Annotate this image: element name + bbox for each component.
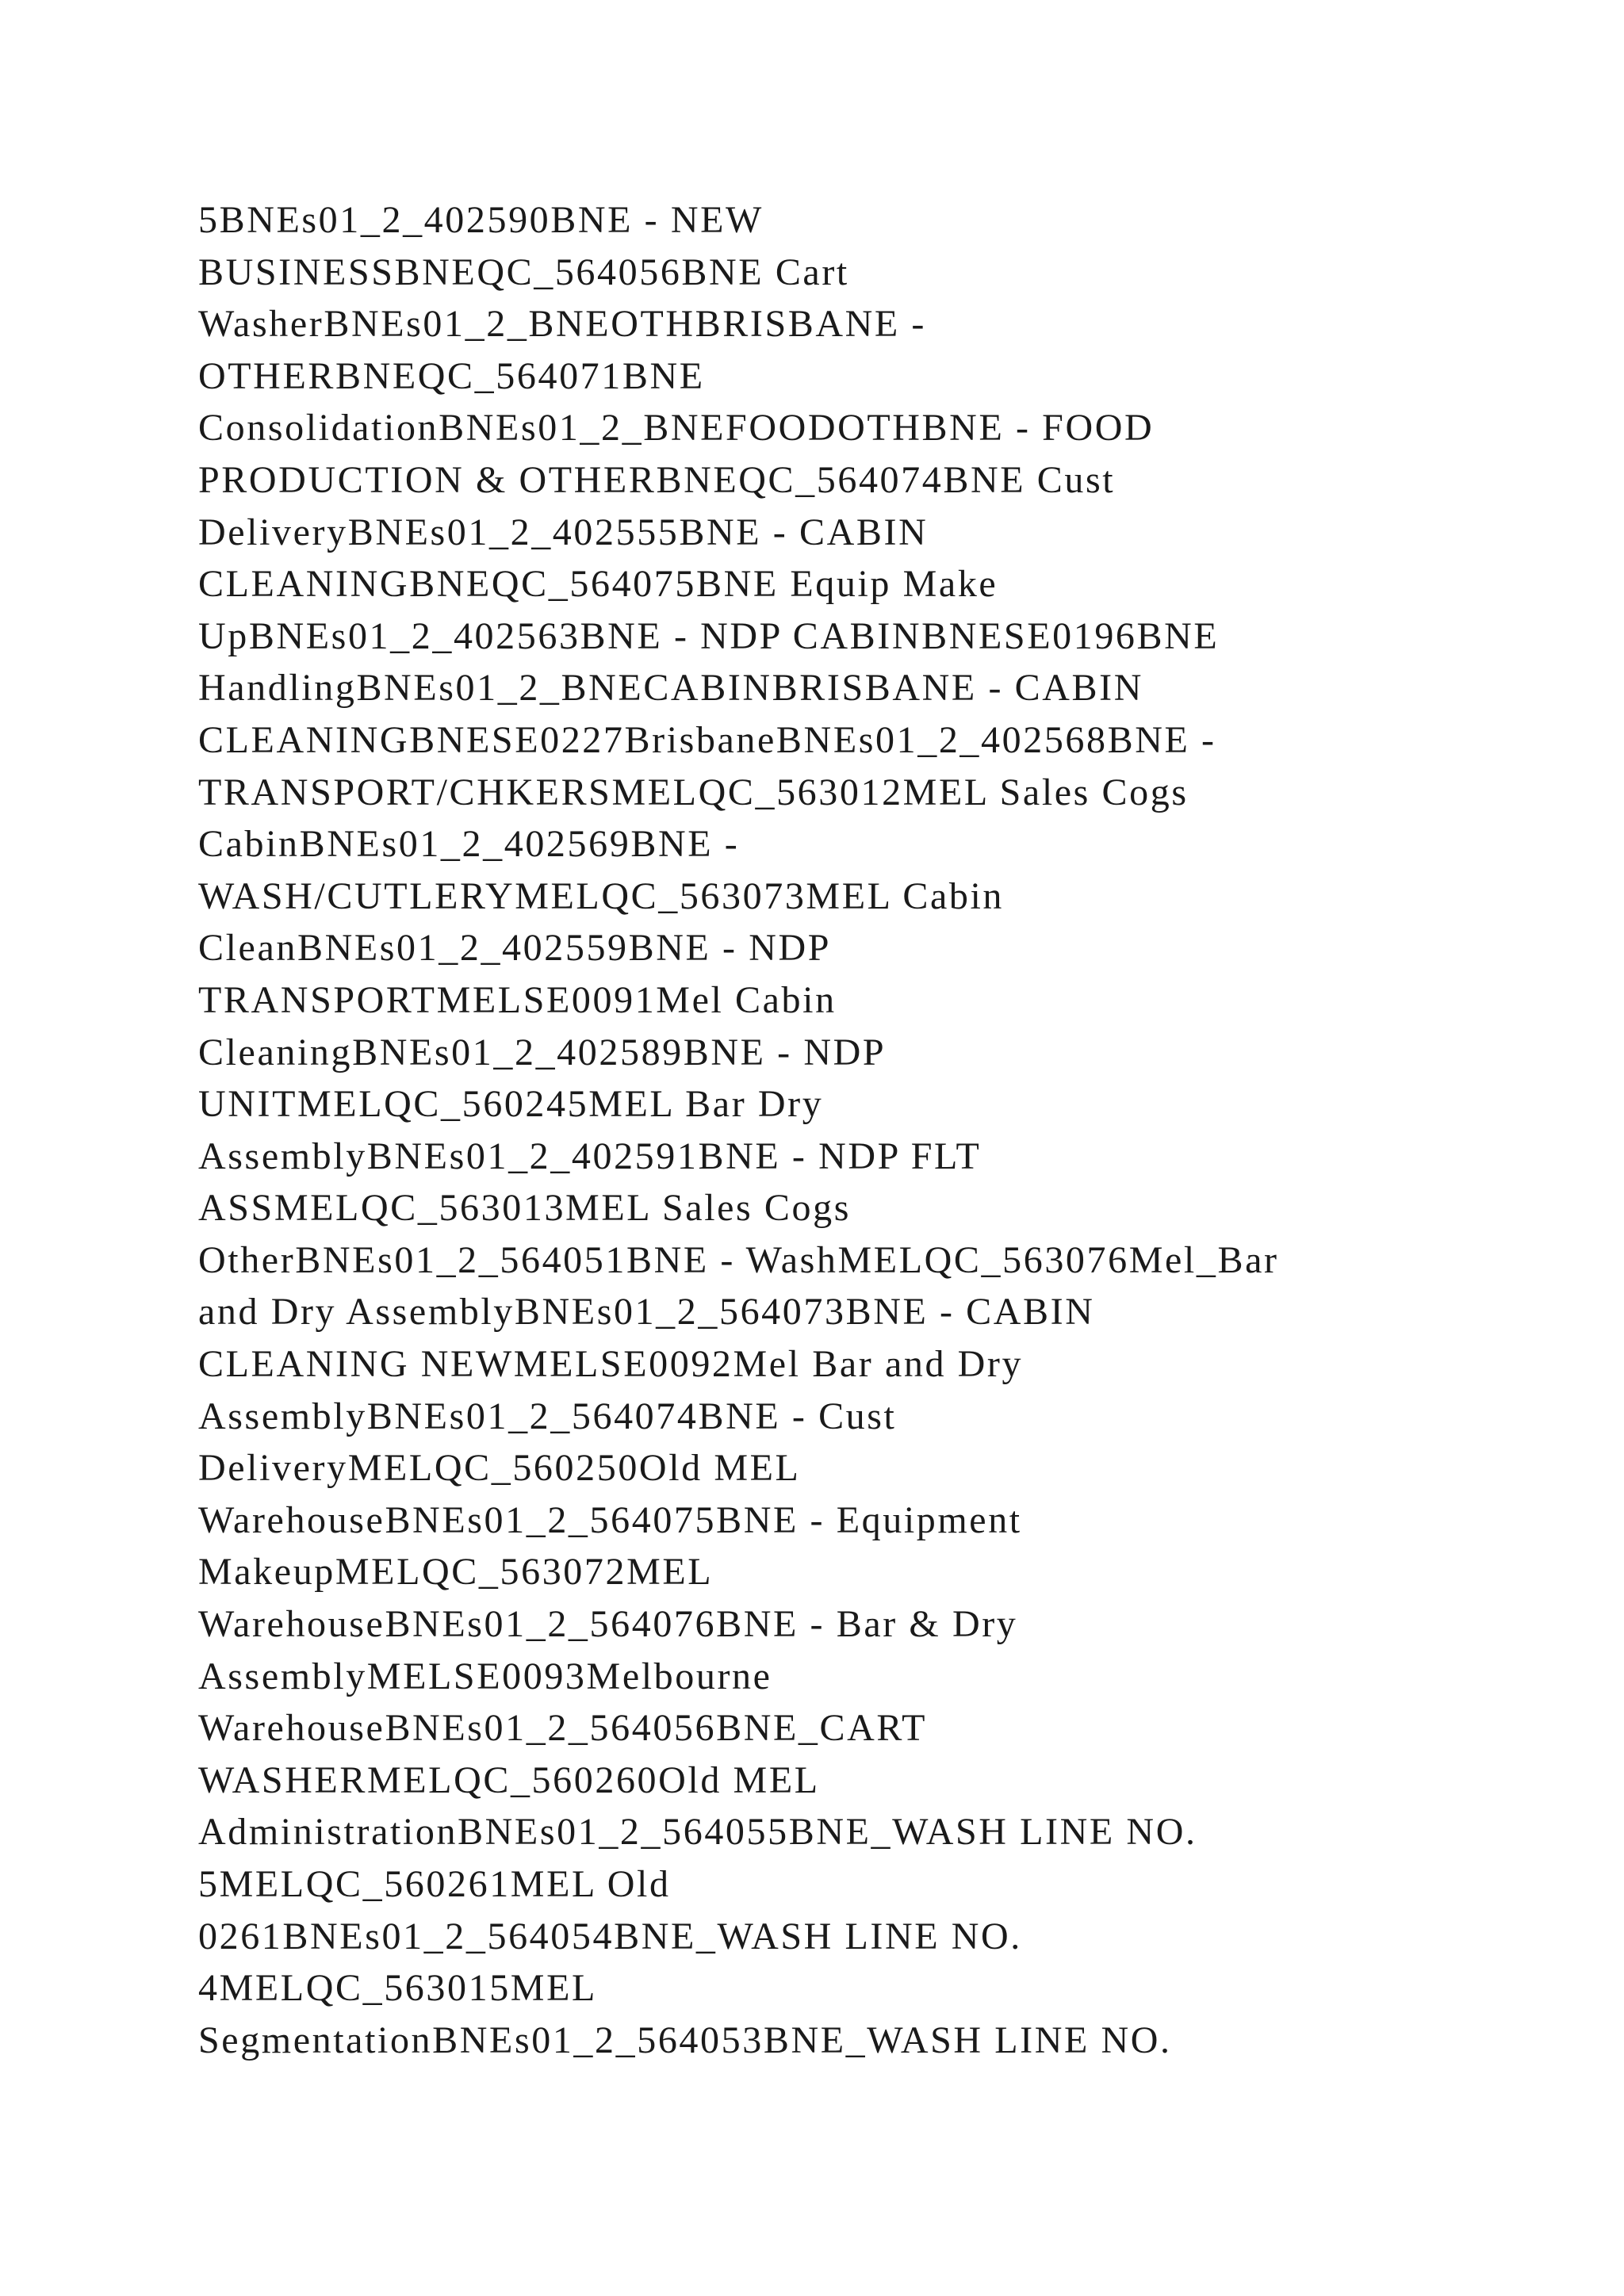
text-line: WarehouseBNEs01_2_564056BNE_CART xyxy=(198,1707,928,1750)
document-body xyxy=(198,194,1435,2066)
text-line: 5MELQC_560261MEL Old xyxy=(198,1863,671,1905)
text-line: UNITMELQC_560245MEL Bar Dry xyxy=(198,1083,824,1126)
text-line: BUSINESSBNEQC_564056BNE Cart xyxy=(198,251,849,293)
text-line: MakeupMELQC_563072MEL xyxy=(198,1551,714,1594)
text-line: WASHERMELQC_560260Old MEL xyxy=(198,1758,820,1801)
text-line: DeliveryBNEs01_2_402555BNE - CABIN xyxy=(198,511,929,553)
text-line: UpBNEs01_2_402563BNE - NDP CABINBNESE0196BNE xyxy=(198,614,1220,657)
text-line: 0261BNEs01_2_564054BNE_WASH LINE NO. xyxy=(198,1915,1022,1957)
text-line: WarehouseBNEs01_2_564075BNE - Equipment xyxy=(198,1498,1022,1541)
text-line: ASSMELQC_563013MEL Sales Cogs xyxy=(198,1187,852,1230)
text-line: and Dry AssemblyBNEs01_2_564073BNE - CABIN xyxy=(198,1291,1095,1334)
text-line: 4MELQC_563015MEL xyxy=(198,1967,597,2010)
text-line: OTHERBNEQC_564071BNE xyxy=(198,354,705,397)
text-line: AssemblyMELSE0093Melbourne xyxy=(198,1655,772,1697)
text-line: CLEANING NEWMELSE0092Mel Bar and Dry xyxy=(198,1343,1024,1386)
text-line: CabinBNEs01_2_402569BNE - xyxy=(198,823,740,866)
text-line: DeliveryMELQC_560250Old MEL xyxy=(198,1447,801,1490)
text-line: AssemblyBNEs01_2_402591BNE - NDP FLT xyxy=(198,1135,982,1177)
text-line: WarehouseBNEs01_2_564076BNE - Bar & Dry xyxy=(198,1603,1018,1646)
text-line: TRANSPORT/CHKERSMELQC_563012MEL Sales Cogs xyxy=(198,771,1189,813)
text-line: CLEANINGBNEQC_564075BNE Equip Make xyxy=(198,563,998,606)
text-line: PRODUCTION & OTHERBNEQC_564074BNE Cust xyxy=(198,458,1116,501)
text-line: CleanBNEs01_2_402559BNE - NDP xyxy=(198,927,832,970)
text-line: WasherBNEs01_2_BNEOTHBRISBANE - xyxy=(198,303,927,346)
text-line: WASH/CUTLERYMELQC_563073MEL Cabin xyxy=(198,874,1005,917)
text-line: HandlingBNEs01_2_BNECABINBRISBANE - CABIN xyxy=(198,667,1143,710)
text-line: AssemblyBNEs01_2_564074BNE - Cust xyxy=(198,1395,897,1437)
text-line: SegmentationBNEs01_2_564053BNE_WASH LINE NO. xyxy=(198,2019,1172,2061)
text-line: TRANSPORTMELSE0091Mel Cabin xyxy=(198,978,837,1021)
text-line: 5BNEs01_2_402590BNE - NEW xyxy=(198,199,764,241)
text-line: CleaningBNEs01_2_402589BNE - NDP xyxy=(198,1031,887,1073)
text-line: AdministrationBNEs01_2_564055BNE_WASH LINE NO. xyxy=(198,1811,1197,1854)
text-line: OtherBNEs01_2_564051BNE - WashMELQC_563076Mel_Bar xyxy=(198,1238,1279,1281)
text-line: ConsolidationBNEs01_2_BNEFOODOTHBNE - FOOD xyxy=(198,407,1155,450)
text-line: CLEANINGBNESE0227BrisbaneBNEs01_2_402568BNE - xyxy=(198,718,1216,761)
